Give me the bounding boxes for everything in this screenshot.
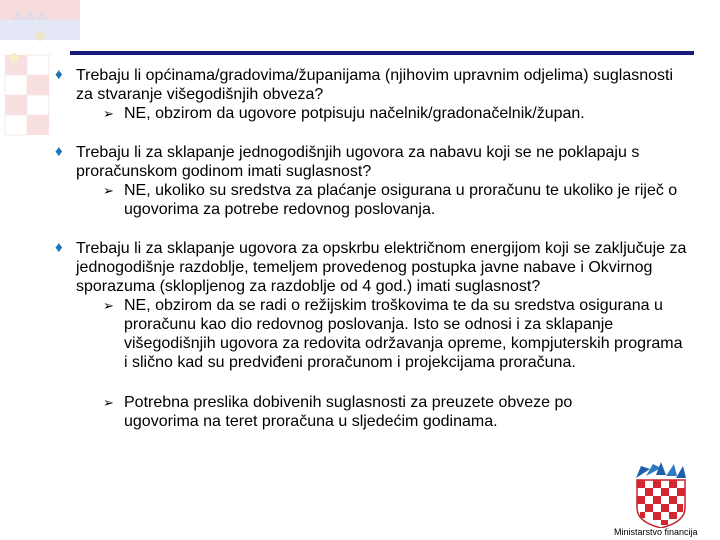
qa-list [55, 66, 688, 451]
answer-text: NE, obzirom da ugovore potpisuju načelnik/gradonačelnik/župan. [124, 105, 585, 122]
footer-ministry: Ministarstvo financija [614, 527, 698, 537]
diamond-bullet-icon: ♦ [55, 143, 63, 160]
arrow-bullet-icon: ➢ [103, 298, 114, 313]
answer-item [76, 296, 688, 372]
arrow-bullet-icon: ➢ [103, 106, 114, 121]
question-text: Trebaju li za sklapanje ugovora za opskrbu električnom energijom koji se zaključuje za jednogodišnje razdoblje, temeljem provedenog postupka javne nabave i Okvirnog sporazuma (sklopljenog za razdoblje od 4 god.) imati suglasnost? [76, 240, 687, 295]
arrow-bullet-icon: ➢ [103, 395, 114, 410]
answer-item [76, 104, 688, 123]
diamond-bullet-icon: ♦ [55, 239, 63, 256]
answer-item [76, 393, 634, 431]
question-item [55, 66, 688, 123]
answer-item [76, 181, 688, 219]
question-item [55, 239, 688, 431]
croatian-coat-of-arms-icon [632, 462, 690, 528]
question-item [55, 143, 688, 219]
top-rule [70, 51, 694, 55]
answer-text: Potrebna preslika dobivenih suglasnosti za preuzete obveze po ugovorima na teret proračuna u sljedećim godinama. [124, 394, 573, 430]
answer-text: NE, obzirom da se radi o režijskim troškovima te da su sredstva osigurana u proračunu kao dio redovnog poslovanja. Isto se odnosi i za sklapanje višegodišnjih ugovora za redovita održavanja opreme, kompjuterskih programa i slično kad su predviđeni proračunom i projekcijama proračuna. [124, 297, 683, 371]
question-text: Trebaju li općinama/gradovima/županijama (njihovim upravnim odjelima) suglasnosti za stvaranje višegodišnjih obveza? [76, 67, 674, 103]
question-text: Trebaju li za sklapanje jednogodišnjih ugovora za nabavu koji se ne poklapaju s proračunskom godinom imati suglasnost? [76, 144, 640, 180]
answer-text: NE, ukoliko su sredstva za plaćanje osigurana u proračunu te ukoliko je riječ o ugovorima za potrebe redovnog poslovanja. [124, 182, 678, 218]
diamond-bullet-icon: ♦ [55, 66, 63, 83]
arrow-bullet-icon: ➢ [103, 183, 114, 198]
